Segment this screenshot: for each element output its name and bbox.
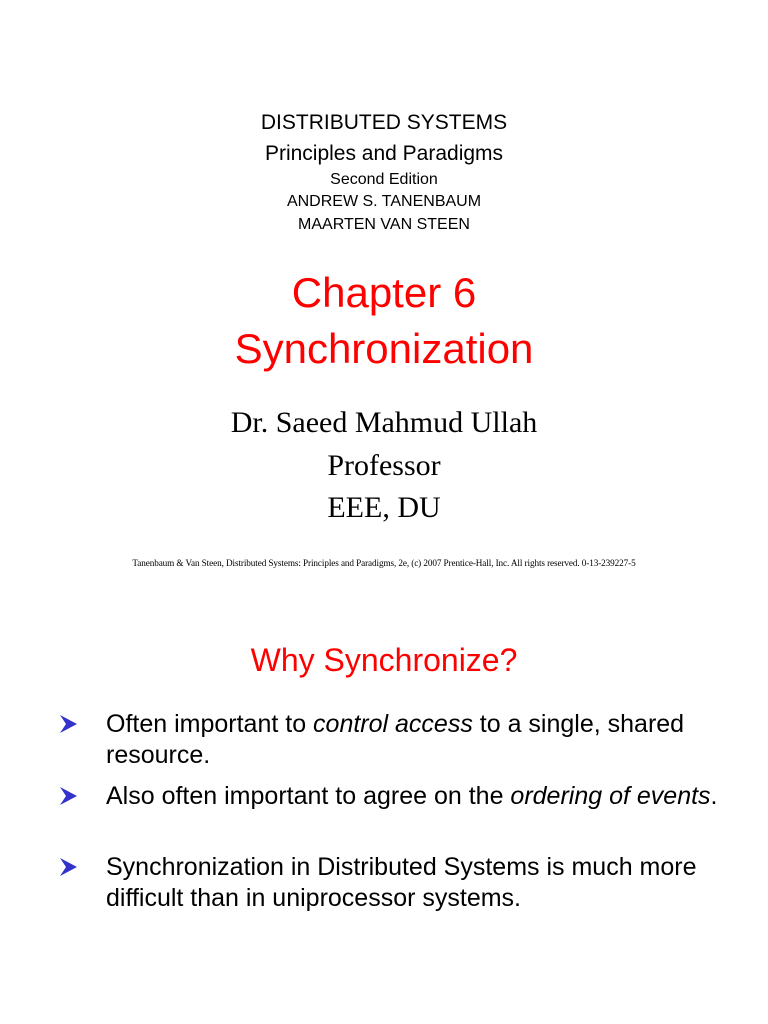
arrow-bullet-icon: [58, 786, 78, 806]
bullet-text-emphasis: control access: [313, 710, 473, 738]
bullet-text: [106, 781, 756, 812]
chapter-title: Synchronization: [234, 325, 534, 372]
bullet-text: [106, 852, 756, 914]
presenter-department: EEE, DU: [327, 491, 441, 524]
presenter-name: Dr. Saeed Mahmud Ullah: [230, 406, 538, 439]
arrow-bullet-icon: [58, 714, 78, 734]
bullet-text-plain: to a single, shared resource.: [106, 710, 685, 769]
slide-heading: Why Synchronize?: [250, 642, 518, 678]
book-edition: Second Edition: [330, 171, 438, 188]
bullet-text-plain: Synchronization in Distributed Systems is much more difficult than in uniprocessor systems.: [106, 853, 697, 912]
chapter-number: Chapter 6: [291, 269, 477, 316]
bullet-text-emphasis: ordering of events: [510, 782, 711, 810]
author-name: ANDREW S. TANENBAUM: [286, 193, 482, 210]
bullet-text-plain: Also often important to agree on the: [106, 782, 511, 810]
presenter-role: Professor: [327, 449, 441, 482]
book-title: DISTRIBUTED SYSTEMS: [260, 111, 508, 134]
copyright-notice: Tanenbaum & Van Steen, Distributed Systems: Principles and Paradigms, 2e, (c) 2007 Prentice-Hall, Inc. All rights reserved. 0-13-239227-5: [132, 558, 636, 568]
book-subtitle: Principles and Paradigms: [264, 142, 504, 165]
bullet-text: [106, 709, 756, 771]
arrow-bullet-icon: [58, 857, 78, 877]
bullet-text-plain: .: [710, 782, 718, 810]
bullet-text-plain: Often important to: [106, 710, 314, 738]
author-name: MAARTEN VAN STEEN: [298, 216, 470, 233]
